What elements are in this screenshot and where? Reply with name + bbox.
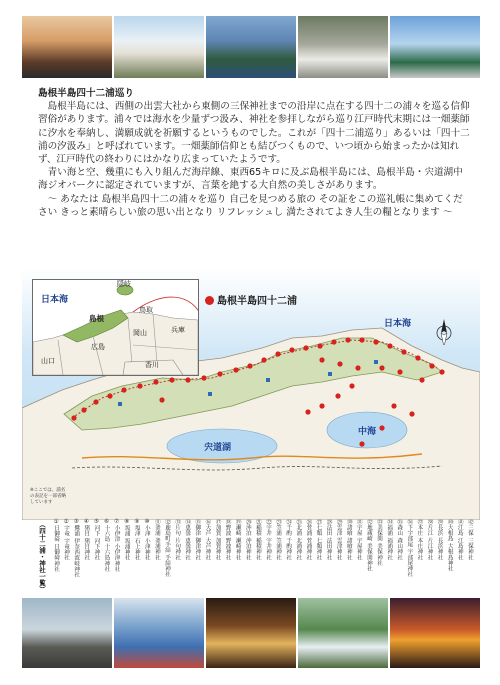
shrine-list-item: ⑮御津 御津神社 [194, 519, 201, 560]
shrine-list-item: ⑭恵曇 恵曇神社 [184, 519, 191, 560]
intro-paragraph-3: 〜 あなたは 島根半島四十二の浦々を巡り 自己を見つめる旅の その証をこの巡礼帳に集めてください きっと素晴らしい旅の思い出となり リフレッシュし 満たされてよき人生の糧となります 〜 [38, 193, 463, 218]
shrine-list-item: ④猪目 猪目神社 [83, 519, 90, 561]
shrine-list-item: ㉙雲津 雲津神社 [335, 519, 342, 560]
shrine-list-item: ⑪釜浦 釜浦神社 [153, 519, 160, 560]
shrine-list-item: ㊷三保 三保神社 [466, 519, 473, 560]
shrine-list-item: ㉝美保関 美保神社 [376, 519, 383, 566]
flags-by-sea-photo [390, 16, 480, 78]
shrine-list-item: ㉞福浦 福浦神社 [386, 519, 393, 560]
shrine-list-item: ②宇竜 宇竜神社 [63, 519, 70, 561]
shrine-list-item: ⑱野波 野波神社 [224, 519, 231, 560]
shrine-list-item: ㉕北浦 北浦神社 [295, 519, 302, 560]
main-sea-label: 日本海 [384, 319, 412, 329]
inset-tottori-label: 鳥取 [139, 306, 153, 314]
shrine-list-item: ㉛宇屋 宇屋神社 [355, 519, 362, 560]
shrine-list-item: ㊱下宇部尾 宇部尾神社 [406, 519, 413, 577]
shrine-list-item: ③鷺浦 伊奈西波岐神社 [73, 519, 80, 578]
shrine-lanterns-photo [206, 598, 296, 668]
shrine-list-item: ㉟森山 森山神社 [396, 519, 403, 560]
map-legend [205, 292, 297, 307]
shrine-list-item: ㉒宇井 宇井神社 [265, 519, 271, 560]
shrine-list-item: ⑫鹿島町手結 手結神社 [164, 519, 171, 577]
shrine-list-item: ㊵大根島 大根島神社 [446, 519, 453, 572]
intro-paragraph-1: 島根半島には、西側の出雲大社から東側の三保神社までの沿岸に点在する四十二の浦々を巡る信仰習俗があります。浦々では海水を少量ずつ汲み、神社を参拝しながら巡り江戸時代末期には一畑薬師に汐水を奉納し、満願成就を祈願するというものでした。これが「四十二浦巡り」あるいは「四十二浦の汐汲み」と呼ばれています。一畑薬師信仰とも結びつくもので、いつ頃から始まったかは知れず、江戸時代の終わりにはかなり広まっていたようです。 [38, 101, 470, 166]
shrine-list-item: ㉔千酌 千酌神社 [285, 519, 292, 560]
shrine-list-item: ⑨塩津 石上神社 [133, 519, 140, 561]
shrine-list-item: ⑥十六島 十六島神社 [103, 519, 110, 572]
shrine-list-item: ①日御碕 日御碕神社 [53, 519, 59, 572]
shrine-list-item: ㊶江島 江島神社 [456, 519, 463, 560]
inset-oki-label: 隠岐 [117, 280, 131, 288]
intro-text [38, 87, 470, 219]
shrine-on-rock-photo [114, 16, 204, 78]
shrine-list-item: ⑲瀬崎 瀬崎神社 [234, 519, 241, 560]
shrine-list-item: ⑳沖泊 沖泊神社 [244, 519, 251, 560]
shrine-list-item: ㊲本庄 本庄神社 [416, 519, 423, 560]
inset-sea-label: 日本海 [41, 295, 69, 305]
inset-map [32, 279, 199, 376]
shrine-list-item: ㊴長浜 長浜神社 [436, 519, 443, 560]
inset-kagawa-label: 香川 [145, 361, 159, 369]
shrine-list-item: ㊳片江 片江神社 [426, 519, 433, 560]
shrine-list-item: ㉓笠浦 笠浦神社 [275, 519, 282, 560]
inset-shimane-label: 島根 [89, 314, 104, 323]
intro-title: 島根半島四十二浦巡り [38, 88, 134, 99]
shrine-list-item: ㉘法田 法田神社 [325, 519, 332, 560]
shrine-list-item: ⑧坂浦 坂浦神社 [123, 519, 130, 561]
north-arrow-icon [434, 317, 454, 345]
shrine-list-item: ㉚諸喰 諸喰神社 [345, 519, 352, 560]
coastal-rocks-photo [22, 16, 112, 78]
rocky-coast-photo [22, 598, 112, 668]
pilgrim-woman-photo [298, 598, 388, 668]
legend-marker-icon [205, 296, 214, 305]
shrine-list-item: ⑩小津 小津神社 [143, 519, 150, 561]
footer-photo-strip [22, 598, 480, 668]
pilgrims-procession-photo [298, 16, 388, 78]
sea-cliffs-photo [206, 16, 296, 78]
shrine-list-item: ㉑稲積 稲積神社 [254, 519, 261, 560]
festival-boat-photo [114, 598, 204, 668]
map-credit: ※ここでは、浦名の表記を一部省略しています [30, 488, 66, 505]
inset-hiroshima-label: 広島 [91, 343, 105, 351]
legend-label: 島根半島四十二浦 [217, 296, 297, 307]
shrine-list-item: ㉜地蔵崎 美保関神社 [365, 519, 372, 572]
nakaumi-lake-label: 中海 [358, 427, 377, 437]
shrine-list-item: ⑰加賀 加賀神社 [214, 519, 221, 560]
shrine-list-heading: （四十二浦・神社一覧） [38, 521, 46, 593]
inset-hyogo-label: 兵庫 [171, 326, 185, 334]
shrine-list-item: ⑤河下 河下神社 [93, 519, 100, 561]
sunset-rocks-photo [390, 598, 480, 668]
shrine-list-item: ⑦小伊津 小伊津神社 [113, 519, 120, 572]
shrine-list-item: ⑯大芦 大芦神社 [204, 519, 211, 560]
shrine-list-item: ⑬片句 片句神社 [174, 519, 181, 560]
shinji-lake-label: 宍道湖 [204, 443, 232, 453]
shrine-list-item: ㉗七類 七類神社 [315, 519, 322, 560]
intro-paragraph-2: 青い海と空、幾重にも入り組んだ海岸線、東西65キロに及ぶ島根半島には、島根半島・宍道湖中海ジオパークに認定されていますが、言葉を絶する大自然の美しさがあります。 [38, 167, 463, 192]
header-photo-strip [22, 16, 480, 78]
shrine-list-item: ㉖菅浦 菅浦神社 [305, 519, 312, 560]
inset-okayama-label: 岡山 [133, 329, 147, 337]
inset-yamaguchi-label: 山口 [41, 357, 55, 365]
